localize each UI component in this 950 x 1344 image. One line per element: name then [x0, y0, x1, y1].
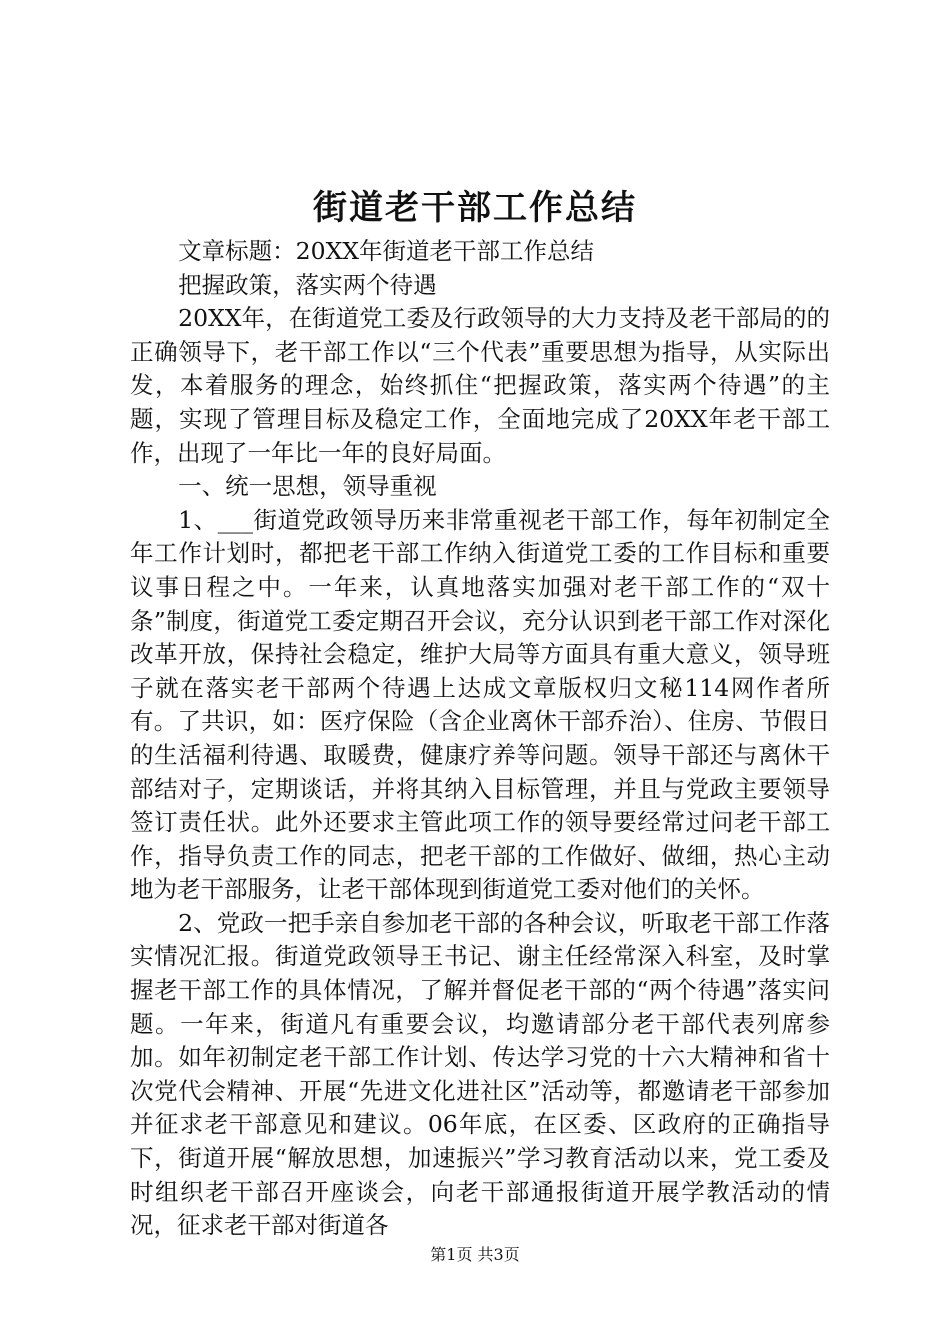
section-heading: 一、统一思想，领导重视	[178, 472, 437, 501]
intro-paragraph: 20XX年，在街道党工委及行政领导的大力支持及老干部局的的正确领导下，老干部工作以“三个代表”重要思想为指导，从实际出发，本着服务的理念，始终抓住“把握政策，落实两个待遇”的主题，实现了管理目标及稳定工作，全面地完成了20XX年老干部工作，出现了一年比一年的良好局面。	[130, 304, 830, 467]
body-paragraph: 1、___街道党政领导历来非常重视老干部工作，每年初制定全年工作计划时，都把老干部工作纳入街道党工委的工作目标和重要议事日程之中。一年来，认真地落实加强对老干部工作的“双十条”制度，街道党工委定期召开会议，充分认识到老干部工作对深化改革开放，保持社会稳定，维护大局等方面具有重大意义，领导班子就在落实老干部两个待遇上达成文章版权归文秘114网作者所有。了共识，如：医疗保险（含企业离休干部乔治）、住房、节假日的生活福利待遇、取暖费，健康疗养等问题。领导干部还与离休干部结对子，定期谈话，并将其纳入目标管理，并且与党政主要领导签订责任状。此外还要求主管此项工作的领导要经常过问老干部工作，指导负责工作的同志，把老干部的工作做好、做细，热心主动地为老干部服务，让老干部体现到街道党工委对他们的关怀。	[130, 505, 830, 904]
document-title: 街道老干部工作总结	[313, 188, 637, 228]
body-paragraph: 2、党政一把手亲自参加老干部的各种会议，听取老干部工作落实情况汇报。街道党政领导王书记、谢主任经常深入科室，及时掌握老干部工作的具体情况，了解并督促老干部的“两个待遇”落实问题。一年来，街道凡有重要会议，均邀请部分老干部代表列席参加。如年初制定老干部工作计划、传达学习党的十六大精神和省十次党代会精神、开展“先进文化进社区”活动等，都邀请老干部参加并征求老干部意见和建议。06年底，在区委、区政府的正确指导下，街道开展“解放思想，加速振兴”学习教育活动以来，党工委及时组织老干部召开座谈会，向老干部通报街道开展学教活动的情况，征求老干部对街道各	[130, 908, 830, 1240]
page-number-footer: 第1页 共3页	[430, 1245, 520, 1264]
article-title-line: 文章标题：20XX年街道老干部工作总结	[178, 237, 595, 265]
subtitle-line: 把握政策，落实两个待遇	[178, 270, 437, 299]
document-body	[130, 235, 830, 1243]
